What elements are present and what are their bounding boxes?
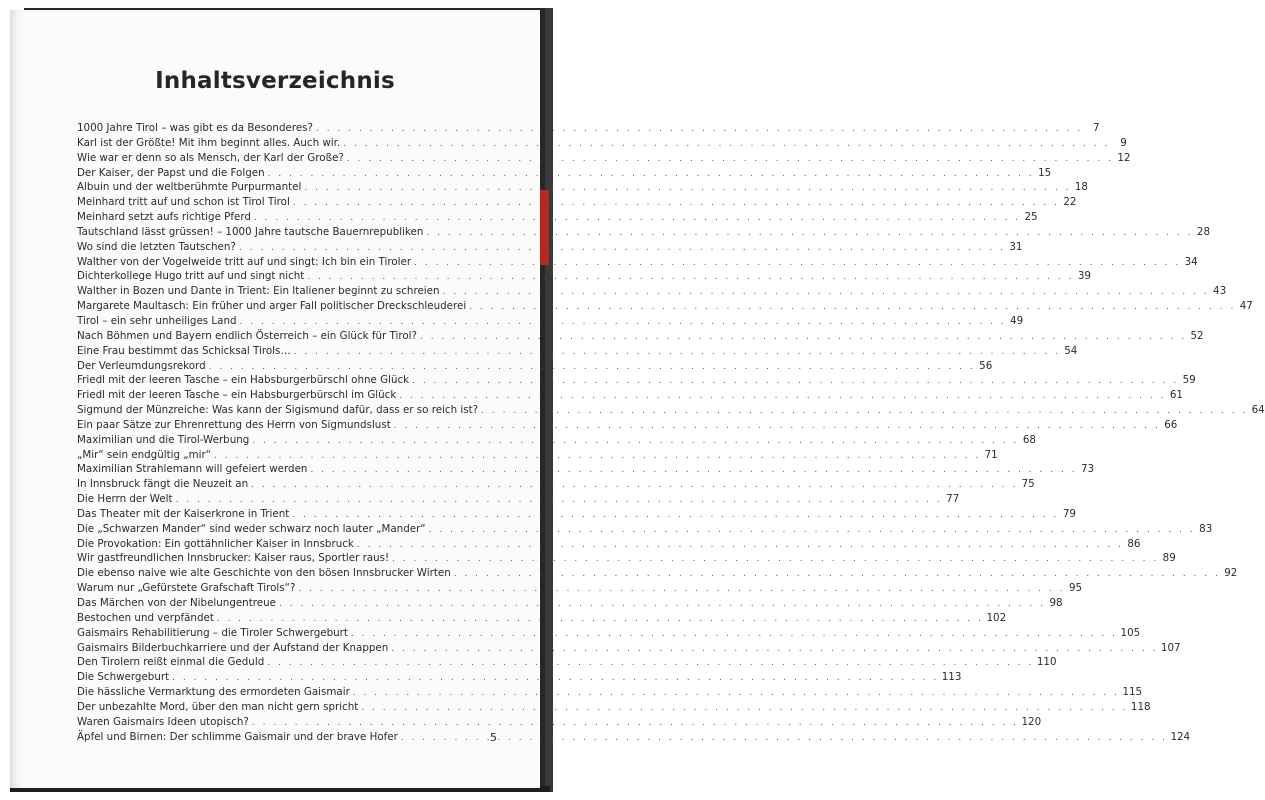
toc-dot-leader xyxy=(252,434,1019,449)
toc-dot-leader xyxy=(307,270,1074,285)
toc-entry-page: 64 xyxy=(1251,404,1265,417)
toc-entry-page: 49 xyxy=(1010,314,1024,327)
toc-entry-title: Wir gastfreundlichen Innsbrucker: Kaiser raus, Sportler raus! xyxy=(77,552,390,565)
toc-dot-leader xyxy=(279,597,1046,612)
toc-entry-title: Den Tirolern reißt einmal die Geduld xyxy=(77,656,265,669)
toc-entry-page: 56 xyxy=(979,359,993,372)
toc-entry xyxy=(77,581,1083,596)
toc-entry-title: Das Märchen von der Nibelungentreue xyxy=(77,597,276,609)
toc-entry-title: Meinhard setzt aufs richtige Pferd xyxy=(77,211,251,224)
toc-entry-title: Die „Schwarzen Mander“ sind weder schwarz noch lauter „Mander“ xyxy=(77,522,426,535)
toc-entry xyxy=(77,641,1181,656)
toc-entry-title: Die Provokation: Ein gottähnlicher Kaiser in Innsbruck xyxy=(77,537,354,550)
toc-entry xyxy=(77,462,1095,477)
toc-entry-page: 28 xyxy=(1196,225,1211,238)
toc-entry-title: Warum nur „Gefürstete Grafschaft Tirols“? xyxy=(77,582,296,595)
toc-entry xyxy=(77,507,1076,522)
toc-entry xyxy=(77,121,1100,136)
toc-dot-leader xyxy=(294,345,1061,360)
toc-entry-title: Der Verleumdungsrekord xyxy=(77,359,206,372)
toc-dot-leader xyxy=(469,300,1236,315)
toc-entry-title: Die ebenso naive wie alte Geschichte von den bösen Innsbrucker Wirten xyxy=(77,567,451,580)
toc-entry xyxy=(77,418,1178,433)
toc-entry-page: 77 xyxy=(946,493,960,506)
toc-entry-page: 115 xyxy=(1122,686,1143,699)
toc-dot-leader xyxy=(254,211,1021,226)
toc-entry-title: Tautschland lässt grüssen! – 1000 Jahre tautsche Bauernrepubliken xyxy=(77,225,424,238)
toc-dot-leader xyxy=(399,389,1166,404)
toc-dot-leader xyxy=(239,241,1006,256)
toc-entry-page: 15 xyxy=(1038,166,1052,179)
toc-dot-leader xyxy=(252,716,1019,731)
toc-entry-page: 110 xyxy=(1036,656,1057,669)
toc-entry-page: 12 xyxy=(1117,151,1131,164)
toc-dot-leader xyxy=(429,523,1196,538)
toc-entry-title: In Innsbruck fängt die Neuzeit an xyxy=(77,478,249,491)
toc-dot-leader xyxy=(361,701,1128,716)
toc-entry xyxy=(77,730,1191,745)
toc-entry xyxy=(77,700,1151,715)
toc-entry-page: 22 xyxy=(1063,196,1077,209)
toc-entry-page: 113 xyxy=(941,671,962,684)
toc-entry xyxy=(77,329,1204,344)
toc-entry xyxy=(77,359,993,374)
toc-entry-title: Maximilian und die Tirol-Werbung xyxy=(77,433,250,446)
toc-entry-page: 120 xyxy=(1021,715,1042,728)
toc-entry xyxy=(77,655,1057,670)
toc-entry xyxy=(77,448,998,463)
toc-entry xyxy=(77,685,1143,700)
toc-entry-title: Sigmund der Münzreiche: Was kann der Sigismund dafür, dass er so reich ist? xyxy=(77,404,479,417)
toc-dot-leader xyxy=(401,731,1168,746)
toc-entry xyxy=(77,477,1035,492)
toc-entry-page: 95 xyxy=(1068,582,1083,595)
toc-entry xyxy=(77,269,1091,284)
toc-dot-leader xyxy=(454,567,1221,582)
toc-entry-title: Margarete Maultasch: Ein früher und arger Fall politischer Dreckschleuderei xyxy=(77,300,467,313)
toc-entry-page: 75 xyxy=(1021,478,1035,491)
toc-dot-leader xyxy=(316,122,1083,137)
toc-entry-page: 7 xyxy=(1093,122,1100,134)
toc-dot-leader xyxy=(293,196,1060,211)
toc-entry-page: 52 xyxy=(1190,329,1204,342)
toc-dot-leader xyxy=(392,552,1159,567)
toc-entry xyxy=(77,136,1127,151)
toc-dot-leader xyxy=(240,315,1007,330)
toc-entry-title: Eine Frau bestimmt das Schicksal Tirols… xyxy=(77,344,291,357)
toc-dot-leader xyxy=(420,330,1187,345)
toc-entry-page: 59 xyxy=(1182,374,1196,387)
toc-entry-title: Walther von der Vogelweide tritt auf und singt: Ich bin ein Tiroler xyxy=(77,255,412,268)
toc-entry xyxy=(77,433,1036,448)
toc-dot-leader xyxy=(426,226,1193,241)
toc-entry xyxy=(77,596,1063,611)
toc-entry-page: 54 xyxy=(1064,344,1078,357)
toc-entry xyxy=(77,537,1141,552)
toc-entry xyxy=(77,180,1088,195)
toc-dot-leader xyxy=(353,686,1120,701)
toc-entry-title: Friedl mit der leeren Tasche – ein Habsburgerbürschl ohne Glück xyxy=(77,374,410,387)
toc-entry xyxy=(77,151,1131,166)
toc-entry-page: 9 xyxy=(1120,136,1127,149)
toc-entry-page: 79 xyxy=(1062,507,1076,520)
toc-entry-title: Die Schwergeburt xyxy=(77,671,170,684)
toc-entry-page: 89 xyxy=(1162,552,1176,565)
toc-entry-title: Wo sind die letzten Tautschen? xyxy=(77,240,236,253)
toc-entry-title: Der unbezahlte Mord, über den man nicht gern spricht xyxy=(77,700,359,713)
toc-entry-page: 71 xyxy=(984,448,998,461)
toc-entry-page: 73 xyxy=(1080,463,1095,476)
toc-entry-title: Gaismairs Rehabilitierung – die Tiroler Schwergeburt xyxy=(77,626,348,639)
toc-entry-page: 66 xyxy=(1164,418,1178,431)
toc-entry xyxy=(77,611,1007,626)
toc-entry-page: 61 xyxy=(1169,389,1183,402)
toc-dot-leader xyxy=(217,612,984,627)
book-page xyxy=(10,10,1265,788)
toc-entry-title: 1000 Jahre Tirol – was gibt es da Besonderes? xyxy=(77,122,313,134)
toc-entry-page: 34 xyxy=(1184,255,1198,268)
toc-entry-title: Albuin und der weltberühmte Purpurmantel xyxy=(77,181,302,194)
toc-entry xyxy=(77,551,1176,566)
toc-entry-title: Walther in Bozen und Dante in Trient: Ein Italiener beginnt zu schreien xyxy=(77,285,440,298)
toc-dot-leader xyxy=(394,419,1161,434)
toc-entry-page: 107 xyxy=(1160,641,1181,654)
toc-entry xyxy=(77,626,1141,641)
toc-entry-title: Wie war er denn so als Mensch, der Karl der Große? xyxy=(77,151,344,164)
toc-dot-leader xyxy=(304,181,1071,196)
toc-entry-page: 43 xyxy=(1213,285,1227,298)
toc-dot-leader xyxy=(298,582,1065,597)
toc-dot-leader xyxy=(251,478,1018,493)
toc-entry-title: Äpfel und Birnen: Der schlimme Gaismair und der brave Hofer xyxy=(77,730,398,743)
toc-entry xyxy=(77,670,962,685)
toc-entry-page: 68 xyxy=(1022,433,1036,446)
toc-entry xyxy=(77,284,1227,299)
toc-entry xyxy=(77,255,1198,270)
toc-entry-title: Das Theater mit der Kaiserkrone in Trient xyxy=(77,507,290,520)
toc-dot-leader xyxy=(268,167,1035,182)
toc-entry xyxy=(77,715,1042,730)
toc-entry-page: 39 xyxy=(1077,270,1091,283)
toc-entry-page: 118 xyxy=(1130,700,1151,713)
toc-dot-leader xyxy=(267,656,1034,671)
toc-entry xyxy=(77,388,1183,403)
toc-entry-page: 25 xyxy=(1024,211,1038,224)
toc-dot-leader xyxy=(209,360,976,375)
toc-entry-page: 92 xyxy=(1224,567,1238,580)
toc-entry xyxy=(77,403,1265,418)
page-number: 5 xyxy=(490,731,497,744)
toc-entry-title: Der Kaiser, der Papst und die Folgen xyxy=(77,166,265,179)
toc-entry-page: 102 xyxy=(986,611,1007,624)
toc-entry-title: Karl ist der Größte! Mit ihm beginnt alles. Auch wir. xyxy=(77,136,341,149)
toc-entry-page: 31 xyxy=(1009,240,1023,253)
toc-entry-title: „Mir“ sein endgültig „mir“ xyxy=(77,448,212,461)
toc-entry xyxy=(77,195,1077,210)
toc-dot-leader xyxy=(214,449,981,464)
toc-entry-title: Meinhard tritt auf und schon ist Tirol Tirol xyxy=(77,196,290,209)
toc-dot-leader xyxy=(343,137,1110,152)
toc-dot-leader xyxy=(412,374,1179,389)
table-of-contents xyxy=(77,121,1265,744)
toc-entry-title: Die Herrn der Welt xyxy=(77,493,173,506)
toc-dot-leader xyxy=(391,642,1158,657)
toc-entry-title: Tirol – ein sehr unheiliges Land xyxy=(77,314,237,327)
toc-entry xyxy=(77,240,1023,255)
toc-entry xyxy=(77,344,1078,359)
toc-entry xyxy=(77,166,1052,181)
toc-entry-title: Friedl mit der leeren Tasche – ein Habsburgerbürschl im Glück xyxy=(77,389,397,402)
toc-dot-leader xyxy=(176,493,943,508)
toc-entry xyxy=(77,492,960,507)
toc-dot-leader xyxy=(351,627,1118,642)
toc-entry-page: 47 xyxy=(1239,300,1253,313)
toc-entry-page: 124 xyxy=(1170,730,1191,743)
toc-dot-leader xyxy=(414,256,1181,271)
toc-entry-title: Ein paar Sätze zur Ehrenrettung des Herrn von Sigmundslust xyxy=(77,418,391,431)
toc-dot-leader xyxy=(481,404,1248,419)
page-title: Inhaltsverzeichnis xyxy=(155,68,395,94)
toc-entry-title: Maximilian Strahlemann will gefeiert werden xyxy=(77,463,308,476)
toc-entry-title: Waren Gaismairs Ideen utopisch? xyxy=(77,715,249,728)
toc-entry-title: Dichterkollege Hugo tritt auf und singt nicht xyxy=(77,270,305,283)
toc-entry xyxy=(77,314,1024,329)
toc-dot-leader xyxy=(443,285,1210,300)
toc-dot-leader xyxy=(172,671,939,686)
toc-entry xyxy=(77,210,1038,225)
toc-entry-page: 18 xyxy=(1074,181,1088,194)
toc-dot-leader xyxy=(310,463,1077,478)
toc-entry xyxy=(77,566,1238,581)
toc-entry xyxy=(77,225,1211,240)
toc-entry-title: Die hässliche Vermarktung des ermordeten Gaismair xyxy=(77,686,350,699)
toc-dot-leader xyxy=(292,508,1059,523)
toc-entry-title: Gaismairs Bilderbuchkarriere und der Aufstand der Knappen xyxy=(77,641,389,654)
toc-dot-leader xyxy=(347,152,1114,167)
toc-entry-page: 86 xyxy=(1127,537,1141,550)
toc-entry-title: Nach Böhmen und Bayern endlich Österreich – ein Glück für Tirol? xyxy=(77,329,417,342)
toc-entry xyxy=(77,373,1196,388)
toc-entry-title: Bestochen und verpfändet xyxy=(77,611,214,624)
toc-entry-page: 83 xyxy=(1199,522,1213,535)
toc-entry-page: 98 xyxy=(1049,597,1063,609)
toc-dot-leader xyxy=(357,538,1124,553)
toc-entry xyxy=(77,299,1253,314)
toc-entry-page: 105 xyxy=(1120,626,1141,639)
toc-entry xyxy=(77,522,1213,537)
